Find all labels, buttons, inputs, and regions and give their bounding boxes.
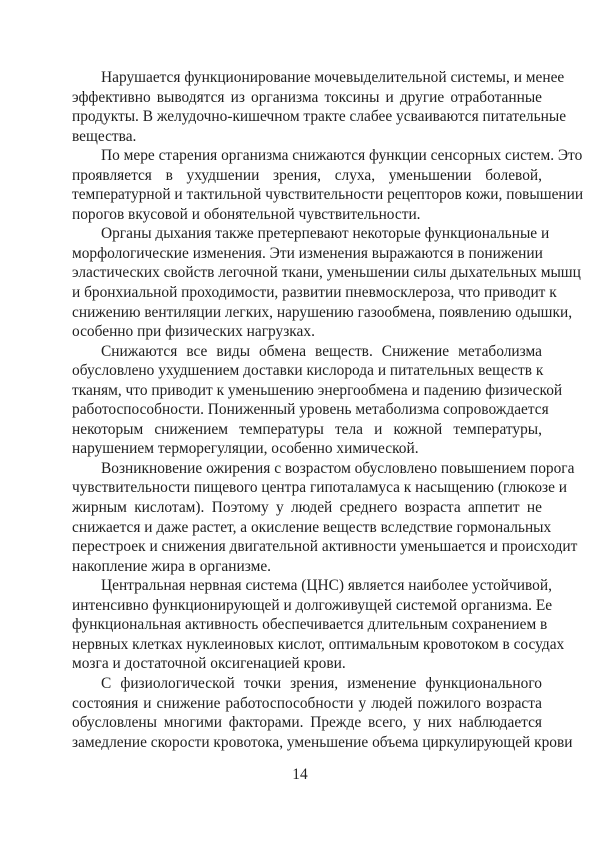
text-line: проявляется в ухудшении зрения, слуха, уменьшении болевой, <box>72 166 542 184</box>
text-line: продукты. В желудочно-кишечном тракте слабее усваиваются питательные <box>72 108 567 126</box>
text-line: Центральная нервная система (ЦНС) является наиболее устойчивой, <box>101 577 552 595</box>
text-line: функциональная активность обеспечивается длительным сохранением в <box>72 616 548 634</box>
page-number: 14 <box>292 766 308 783</box>
text-line: Возникновение ожирения с возрастом обусловлено повышением порога <box>101 459 575 477</box>
text-line: С физиологической точки зрения, изменение функционального <box>101 674 542 692</box>
text-line: По мере старения организма снижаются функции сенсорных систем. Это <box>101 147 583 165</box>
text-line: чувствительности пищевого центра гипоталамуса к насыщению (глюкозе и <box>72 479 568 497</box>
text-line: снижается и даже растет, а окисление веществ вследствие гормональных <box>72 518 552 536</box>
page-body <box>72 68 584 752</box>
paragraph <box>72 459 578 576</box>
text-line: Нарушается функционирование мочевыделительной системы, и менее <box>101 69 565 86</box>
text-line: накопление жира в организме. <box>72 557 272 575</box>
text-line: жирным кислотам). Поэтому у людей среднего возраста аппетит не <box>72 499 542 517</box>
text-line: температурной и тактильной чувствительности рецепторов кожи, повышении <box>72 186 584 204</box>
text-line: морфологические изменения. Эти изменения выражаются в понижении <box>72 244 543 262</box>
text-line: работоспособности. Пониженный уровень метаболизма сопровождается <box>72 401 549 419</box>
text-line: тканям, что приводит к уменьшению энергообмена и падению физической <box>72 381 563 399</box>
text-line: обусловлено ухудшением доставки кислорода и питательных веществ к <box>72 362 544 380</box>
text-line: порогов вкусовой и обонятельной чувствительности. <box>72 205 421 223</box>
text-line: эластических свойств легочной ткани, уменьшении силы дыхательных мышц <box>72 264 581 282</box>
paragraph <box>72 146 584 224</box>
text-line: Органы дыхания также претерпевают некоторые функциональные и <box>101 225 550 243</box>
text-line: снижению вентиляции легких, нарушению газообмена, появлению одышки, <box>72 303 573 321</box>
text-line: замедление скорости кровотока, уменьшение объема циркулирующей крови <box>72 733 573 751</box>
text-line: нарушением терморегуляции, особенно химической. <box>72 440 419 458</box>
text-line: Снижаются все виды обмена веществ. Снижение метаболизма <box>101 342 542 360</box>
paragraph <box>72 674 573 752</box>
paragraph <box>72 68 567 146</box>
paragraph <box>72 576 565 674</box>
text-line: вещества. <box>72 127 137 145</box>
text-line: особенно при физических нагрузках. <box>72 323 315 341</box>
text-line: обусловлены многими факторами. Прежде всего, у них наблюдается <box>72 714 542 732</box>
text-line: перестроек и снижения двигательной активности уменьшается и происходит <box>72 538 578 556</box>
text-line: нервных клетках нуклеиновых кислот, оптимальным кровотоком в сосудах <box>72 635 565 653</box>
text-line: состояния и снижение работоспособности у людей пожилого возраста <box>72 694 542 712</box>
text-line: некоторым снижением температуры тела и кожной температуры, <box>72 420 542 438</box>
text-line: и бронхиальной проходимости, развитии пневмосклероза, что приводит к <box>72 284 557 302</box>
paragraph <box>72 224 581 341</box>
paragraph <box>72 342 563 459</box>
text-line: мозга и достаточной оксигенацией крови. <box>72 655 346 673</box>
text-line: эффективно выводятся из организма токсины и другие отработанные <box>72 88 542 106</box>
text-line: интенсивно функционирующей и долгоживущей системой организма. Ее <box>72 596 553 614</box>
